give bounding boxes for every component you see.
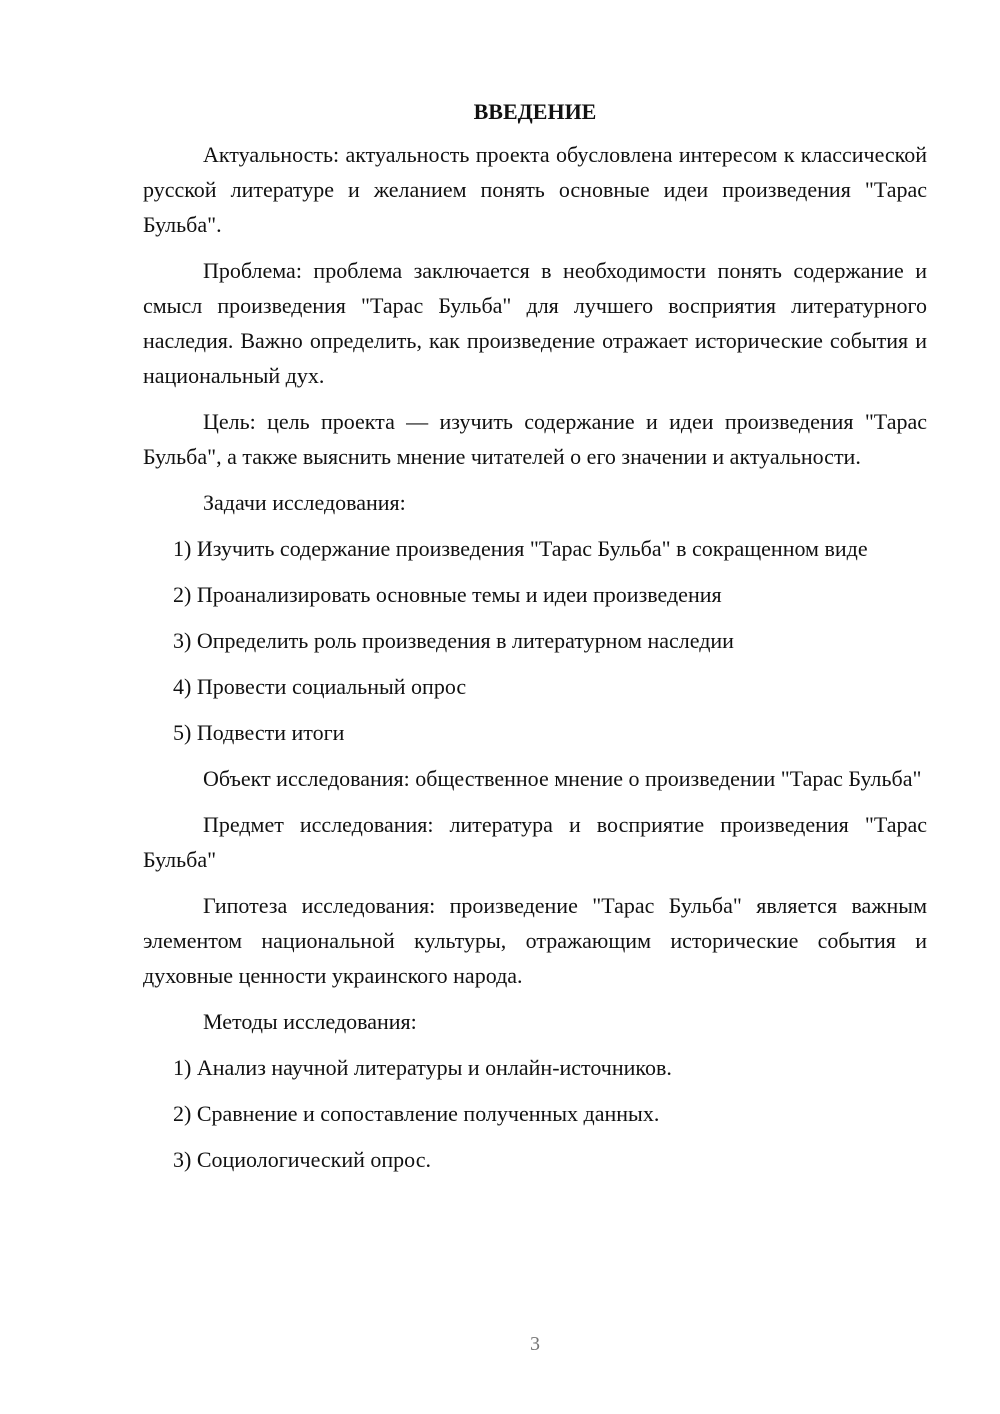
relevance-paragraph: Актуальность: актуальность проекта обусловлена интересом к классической русской литературе и желанием понять основные идеи произведения "Тарас Бульба".: [143, 142, 927, 237]
task-item: 3) Определить роль произведения в литературном наследии: [173, 628, 734, 653]
task-item: 4) Провести социальный опрос: [173, 674, 467, 699]
method-item: 3) Социологический опрос.: [173, 1147, 431, 1172]
tasks-title: Задачи исследования:: [203, 490, 406, 515]
task-item: 5) Подвести итоги: [173, 720, 345, 745]
method-item: 2) Сравнение и сопоставление полученных данных.: [173, 1101, 660, 1126]
goal-paragraph: Цель: цель проекта — изучить содержание и идеи произведения "Тарас Бульба", а также выяснить мнение читателей о его значении и актуальности.: [143, 409, 927, 469]
subject-paragraph: Предмет исследования: литература и восприятие произведения "Тарас Бульба": [143, 812, 927, 872]
page-number: 3: [530, 1333, 540, 1355]
methods-title: Методы исследования:: [203, 1009, 417, 1034]
task-item: 2) Проанализировать основные темы и идеи произведения: [173, 582, 722, 607]
section-heading: ВВЕДЕНИЕ: [473, 99, 597, 124]
hypothesis-paragraph: Гипотеза исследования: произведение "Тарас Бульба" является важным элементом национальной культуры, отражающим исторические события и духовные ценности украинского народа.: [143, 893, 927, 988]
object-paragraph: Объект исследования: общественное мнение о произведении "Тарас Бульба": [203, 766, 922, 791]
page-body: [143, 94, 927, 1188]
problem-paragraph: Проблема: проблема заключается в необходимости понять содержание и смысл произведения "Тарас Бульба" для лучшего восприятия литературного наследия. Важно определить, как произведение отражает исторические события и национальный дух.: [143, 258, 927, 388]
task-item: 1) Изучить содержание произведения "Тарас Бульба" в сокращенном виде: [173, 536, 868, 561]
method-item: 1) Анализ научной литературы и онлайн-источников.: [173, 1055, 672, 1080]
